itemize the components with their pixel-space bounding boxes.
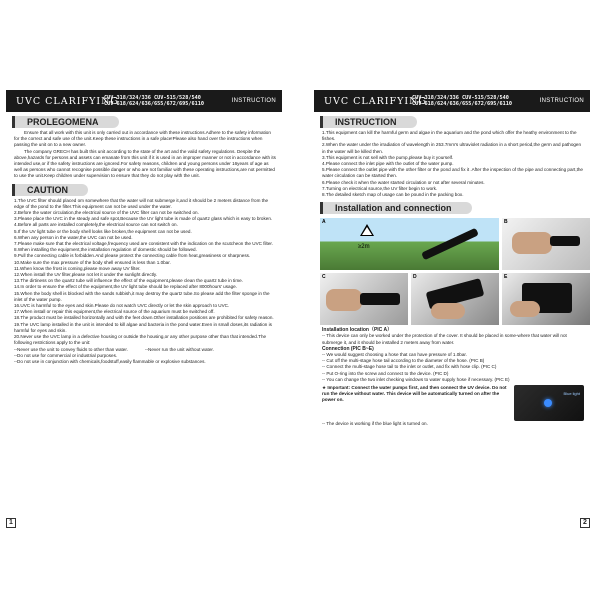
photo-label: E bbox=[504, 274, 508, 281]
photo-label: D bbox=[413, 274, 417, 281]
list-item: 12.When install the UV filter,please not let it under the sunlight directly. bbox=[14, 272, 158, 278]
hose-tail-image bbox=[550, 236, 580, 246]
prolegomena-paragraph: Ensure that all work with this unit is only carried out in accordance with these instructions.Adhere to the safety information for the correct and safe use of the unit.Keep these instructions in a safe place!Please also hand over the instructions when passing the unit on to a new owner. bbox=[14, 130, 271, 148]
list-item: -- We would suggest choosing a hose that can have pressure of 1.0bar. bbox=[322, 352, 467, 358]
hand-image bbox=[326, 289, 362, 311]
brand-title: UVC CLARIFYING bbox=[16, 95, 120, 107]
photo-label: B bbox=[504, 219, 508, 226]
list-item: 10.Make sure the max pressure of the body shell ensured is less than 1.0bar. bbox=[14, 259, 171, 265]
list-item: 15.When the body shell is blocked with the sands rubbish,it may destroy the quartz tube.So please add the filter sponge in the inlet of the water pump. bbox=[14, 290, 270, 302]
important-note bbox=[314, 383, 590, 421]
photo-b bbox=[502, 218, 590, 270]
distance-note: ≥2m bbox=[358, 244, 370, 251]
model-line-2: CUV-618/624/636/655/672/695/6110 bbox=[104, 101, 204, 107]
instruction-list bbox=[314, 130, 590, 198]
photo-d bbox=[411, 273, 499, 325]
list-item: 18.The product must be installed horizontally and with the feet down.Other installation positions are prohibited for safety reason. bbox=[14, 315, 274, 321]
header-instruction-label: INSTRUCTION bbox=[231, 98, 276, 104]
list-item: 20.Never use the UVC lamp in a defective housing or outside the housing,or any other purpose other than that intended.The following restrictions apply to the unit: bbox=[14, 334, 267, 346]
hand-image bbox=[510, 301, 540, 317]
location-heading: Installation location（PIC A） bbox=[322, 327, 393, 334]
photo-label: C bbox=[322, 274, 326, 281]
page-number: 2 bbox=[580, 518, 590, 528]
warning-icon-inner bbox=[362, 227, 372, 235]
hand-image bbox=[512, 232, 552, 254]
list-item: -- You can change the two inlet checking windows to water supply hose if necessary. (PIC E) bbox=[322, 376, 510, 382]
list-item: 19.The UVC lamp installed in the unit is intended to kill algae and bacteria in the pond water.Even in small doses,its radiation is harmful for eyes and skin. bbox=[14, 321, 272, 333]
list-item: -- Connect the multi-stage hose tail to the inlet or outlet, and fix with hose clip. (PIC C) bbox=[322, 364, 497, 370]
installation-photos bbox=[314, 216, 590, 327]
brand-title: UVC CLARIFYING bbox=[324, 95, 428, 107]
header-instruction-label: INSTRUCTION bbox=[539, 98, 584, 104]
list-item: 1.This equipment can kill the harmful germ and algae in the aquarium and the pond which offer the heathy environment to the fishes. bbox=[322, 130, 577, 142]
installation-details bbox=[314, 327, 590, 383]
model-line-2: CUV-618/624/636/655/672/695/6110 bbox=[412, 101, 512, 107]
section-title-prolegomena: PROLEGOMENA bbox=[12, 116, 119, 128]
restriction-row bbox=[14, 347, 276, 353]
list-item: 16.UVC is harmful to the eyes and skin.Please do not watch UVC directly or let the skin approach to UVC. bbox=[14, 303, 230, 309]
list-item: -- Cut off the multi-stage hose tail according to the diameter of the hose. (PIC B) bbox=[322, 358, 485, 364]
list-item: 2.When the water under the irradiation of wavelength in 253.7mm's ultraviolet radiation in a short period,the germ and pathogen in the water will be killed then. bbox=[322, 142, 582, 154]
important-text: ★ Important: Connect the water pumps first, and then connect the UV device. Do not run the device without water. This device will be automatically turned on after the power on. bbox=[322, 385, 507, 403]
list-item: 3.Please place the UVC in the steady and safe spot,Because the UV light tube is made of quartz glass which is easy to broken. bbox=[14, 216, 273, 222]
list-item: 2.Before the water circulation,the electrical source of the UVC filter can not be switched on. bbox=[14, 210, 199, 216]
list-item: 1.The UVC filter should placed om somewhere that the water will not submerge it,and it should be 2 meters distance from the edge of the pond to the filter.This equipment can not be used under the water. bbox=[14, 197, 269, 209]
section-title-instruction: INSTRUCTION bbox=[320, 116, 417, 128]
list-item: 14.In order to ensure the effect of the equipment,the UV light tube should be replaced after 8000hours' usage. bbox=[14, 284, 237, 290]
list-item: 9.Pull the connecting cable is forbidden.And please protect the connecting cable from heat,greasiness or sharpness. bbox=[14, 253, 251, 259]
model-line-1: CUV-318/324/336 CUV-515/528/540 bbox=[104, 95, 201, 101]
working-text: -- The device is working if the blue light is turned on. bbox=[322, 421, 428, 427]
blue-light-photo bbox=[514, 385, 584, 421]
list-item: -- Put O-ring into the screw and connect to the device. (PIC D) bbox=[322, 370, 449, 376]
connection-heading: Connection (PIC B~E) bbox=[322, 345, 374, 352]
caution-list bbox=[6, 198, 282, 347]
restriction-item: --Do not use for commercial or industrial purposes. bbox=[14, 352, 118, 358]
model-line-1: CUV-318/324/336 CUV-515/528/540 bbox=[412, 95, 509, 101]
model-list bbox=[104, 95, 224, 107]
prolegomena-body bbox=[6, 130, 282, 180]
section-title-installation: Installation and connection bbox=[320, 202, 472, 214]
list-item: 3.This equipment is not sell with the pump,please buy it yourself. bbox=[322, 154, 454, 160]
photo-label: A bbox=[322, 219, 326, 226]
list-item: 6.When any person in the water,the UVC can not be used. bbox=[14, 234, 133, 240]
page-number: 1 bbox=[6, 518, 16, 528]
prolegomena-paragraph: The company GRECH has built this unit according to the state of the art and the valid safety regulations. Despite the above,hazards for persons and assets can emanate from this unit if it is used in an improper manner or not in accordance with its intended use,or if the safety instructions are ignored.For safety reasons, children and young persons under 16years of age as well as persons who cannot recognise possible danger or who are not familiar with these operating instructions,are not permitted to use the unit.Keep children under supervision to ensure that they do not play with the unit. bbox=[14, 148, 276, 179]
uv-device-image bbox=[421, 228, 479, 261]
photo-a bbox=[320, 218, 499, 270]
list-item: 6.Please check it when the water started circulation or not after several minutes. bbox=[322, 179, 485, 185]
right-page bbox=[314, 90, 590, 526]
working-note bbox=[314, 421, 590, 427]
list-item: 7.Turning on electrical source,the UV filter begin to work. bbox=[322, 185, 438, 191]
list-item: 8.When installing the equipment,the installation regulation of domestic should be followed. bbox=[14, 247, 197, 253]
list-item: 17.When install or repair this equipment,the electrical source of the aquarium must be switched off. bbox=[14, 309, 215, 315]
blue-light-label: Blue light bbox=[563, 391, 580, 397]
list-item: 5.Please connect the outlet pipe with the other filter or the pond and fix it .After the inspection of the pipe and connecting part,the water circulation can be started then. bbox=[322, 167, 583, 179]
list-item: 5.If the UV light tube or the body shell looks like broken,the equipment can not be used. bbox=[14, 228, 192, 234]
section-title-caution: CAUTION bbox=[12, 184, 88, 196]
list-item: 7.Please make sure that the electrical voltage,frequency used are consistent with the indication on the scutcheon the UVC filter. bbox=[14, 241, 273, 247]
restriction-item: --Never run the unit without water. bbox=[145, 346, 214, 352]
list-item: 4.Before all parts are installed completely,the electrical source can not switch on. bbox=[14, 222, 178, 228]
photo-c bbox=[320, 273, 408, 325]
connection-list bbox=[322, 352, 584, 383]
photo-e bbox=[502, 273, 590, 325]
restriction-item: --Never use the unit to convey fluids to other than water. bbox=[14, 346, 128, 352]
model-list bbox=[412, 95, 532, 107]
blue-light-indicator bbox=[544, 399, 552, 407]
restriction-item: --Do not use in conjunction with chemicals,foodstuff,easily flammable or explosive substances. bbox=[14, 358, 206, 364]
hand-image bbox=[431, 303, 465, 319]
left-page bbox=[6, 90, 282, 526]
location-text: -- This device can only be worked under the protection of the cover. It should be placed in some-where that water will not submerge it, and it should be installed 2 meters away from water. bbox=[322, 333, 567, 345]
page-header bbox=[6, 90, 282, 112]
list-item: 11.When know the frost is coming,please move away UV filter. bbox=[14, 265, 141, 271]
restrictions bbox=[6, 347, 282, 366]
list-item: 8.The detailed sketch map of usage can be pound in the packing box. bbox=[322, 192, 464, 198]
list-item: 13.The dirtiness on the quartz tube will influence the effect of the equipment,please clean the quartz tube in time. bbox=[14, 278, 243, 284]
list-item: 4.Please connect the inlet pipe with the outlet of the water pump. bbox=[322, 161, 454, 167]
hose-clip-image bbox=[360, 293, 400, 305]
page-header bbox=[314, 90, 590, 112]
